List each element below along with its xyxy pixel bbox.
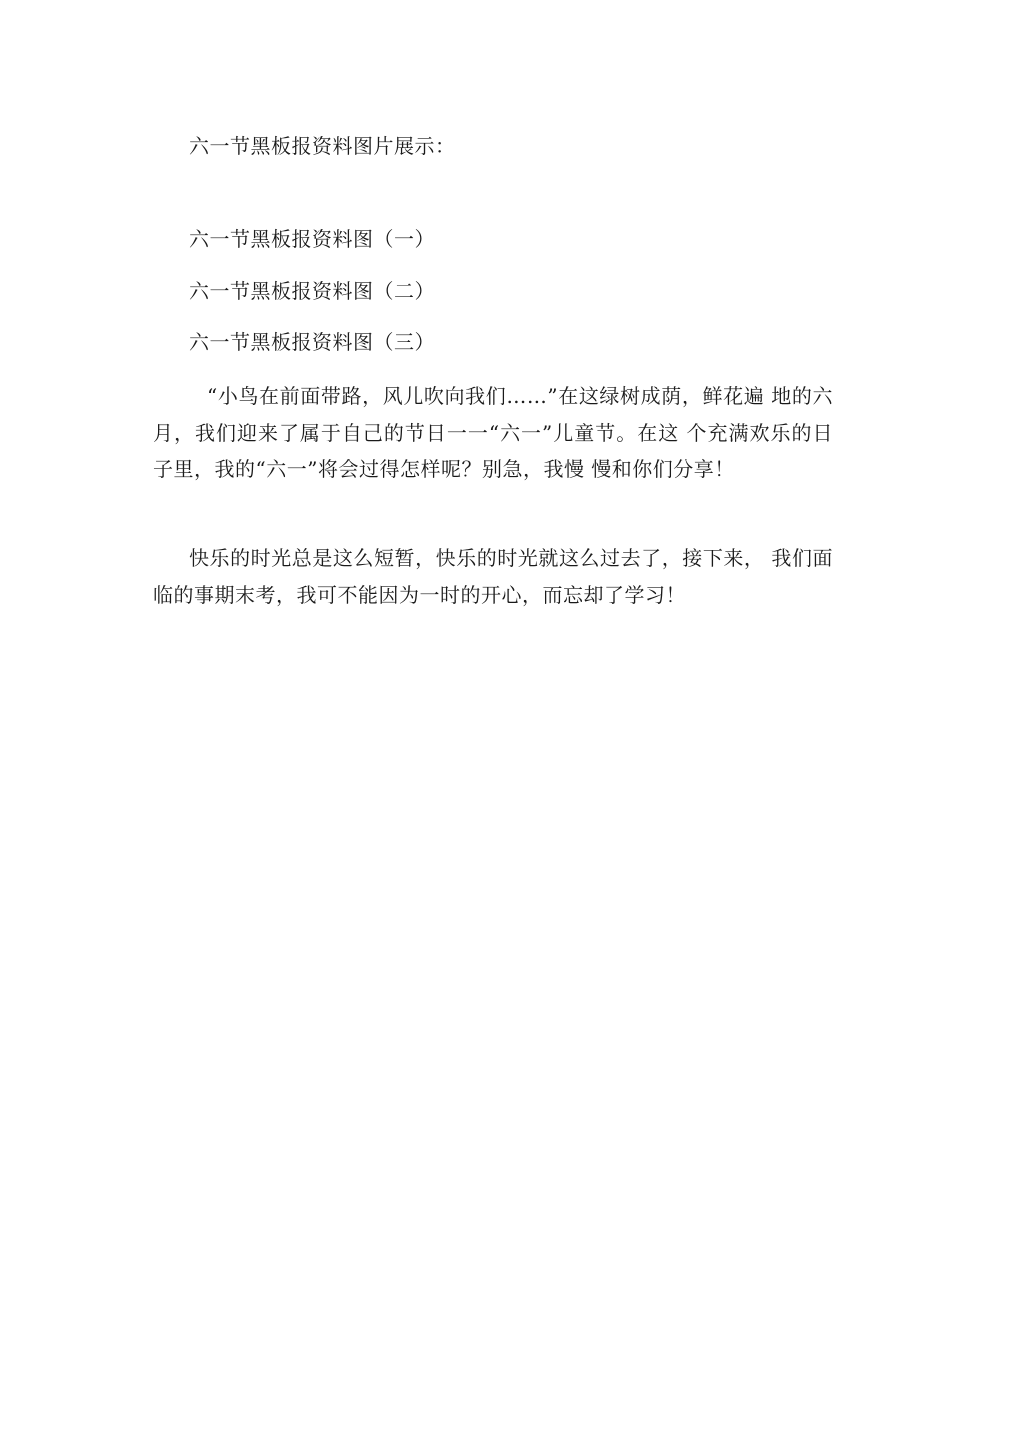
body-paragraph-2: 快乐的时光总是这么短暂，快乐的时光就这么过去了，接下来， 我们面临的事期末考，我可不能因为一时的开心，而忘却了学习！ xyxy=(153,546,833,607)
figure-caption-3: 六一节黑板报资料图（三） xyxy=(189,330,435,354)
body-paragraph-1: “小鸟在前面带路，风儿吹向我们……”在这绿树成荫，鲜花遍 地的六月，我们迎来了属于自己的节日一一“六一”儿童节。在这 个充满欢乐的日子里，我的“六一”将会过得怎样呢？别急，我慢 慢和你们分享！ xyxy=(153,384,833,481)
figure-caption-2: 六一节黑板报资料图（二） xyxy=(189,279,435,303)
document-heading: 六一节黑板报资料图片展示： xyxy=(189,134,456,158)
figure-caption-1: 六一节黑板报资料图（一） xyxy=(189,227,435,251)
